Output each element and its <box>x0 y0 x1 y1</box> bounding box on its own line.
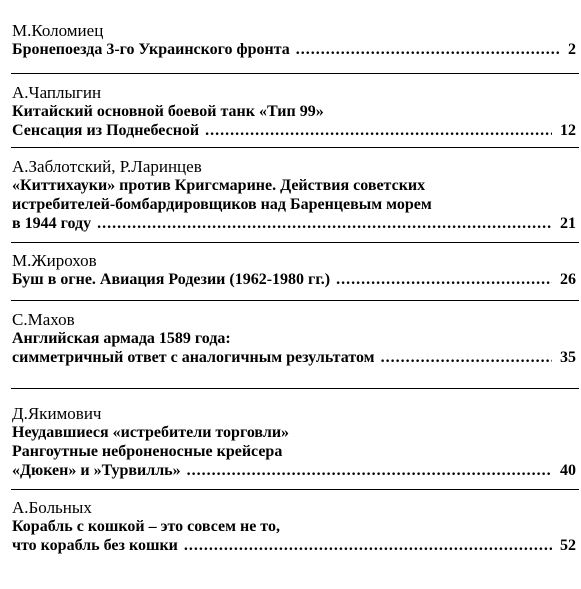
entry-title: в 1944 году <box>12 215 92 232</box>
dot-leader <box>205 121 552 140</box>
entry-page-number: 21 <box>560 215 576 232</box>
entry-author: М.Коломиец <box>12 21 104 40</box>
toc-entry <box>12 310 576 367</box>
entry-title: «Дюкен» и »Турвилль» <box>12 462 181 479</box>
entry-author: М.Жирохов <box>12 251 97 270</box>
entry-title: симметричный ответ с аналогичным результатом <box>12 349 375 366</box>
divider <box>11 147 579 148</box>
entry-author: А.Заблотский, Р.Ларинцев <box>12 157 202 176</box>
toc-entry <box>12 498 576 555</box>
entry-page-number: 12 <box>560 122 576 139</box>
entry-page-number: 2 <box>568 41 576 58</box>
entry-title-line: Неудавшиеся «истребители торговли» <box>12 424 290 441</box>
dot-leader <box>381 348 552 367</box>
entry-title-line: Английская армада 1589 года: <box>12 330 231 347</box>
entry-title-line <box>12 270 576 289</box>
entry-page-number: 40 <box>560 462 576 479</box>
entry-author: А.Чаплыгин <box>12 83 102 102</box>
entry-title-line <box>12 536 576 555</box>
entry-title-line: истребителей-бомбардировщиков над Баренцевым морем <box>12 196 432 213</box>
entry-title-line: «Киттихауки» против Кригсмарине. Действия советских <box>12 177 426 194</box>
entry-title: Бронепоезда 3-го Украинского фронта <box>12 41 290 58</box>
divider <box>11 388 579 389</box>
divider <box>11 300 579 301</box>
entry-page-number: 52 <box>560 537 576 554</box>
toc-entry <box>12 83 576 140</box>
entry-title-line: Китайский основной боевой танк «Тип 99» <box>12 103 324 120</box>
toc-entry <box>12 157 576 233</box>
entry-title-line: Рангоутные неброненосные крейсера <box>12 443 283 460</box>
entry-title-line <box>12 348 576 367</box>
divider <box>11 73 579 74</box>
divider <box>11 489 579 490</box>
entry-title-line <box>12 40 576 59</box>
entry-title-line <box>12 121 576 140</box>
entry-title-line <box>12 461 576 480</box>
entry-author: А.Больных <box>12 498 92 517</box>
entry-author: С.Махов <box>12 310 75 329</box>
entry-title-line <box>12 214 576 233</box>
dot-leader <box>336 270 552 289</box>
entry-author: Д.Якимович <box>12 404 102 423</box>
entry-page-number: 35 <box>560 349 576 366</box>
toc-entry <box>12 21 576 59</box>
dot-leader <box>187 461 552 480</box>
dot-leader <box>296 40 560 59</box>
dot-leader <box>184 536 552 555</box>
entry-title: Буш в огне. Авиация Родезии (1962-1980 гг.) <box>12 271 331 288</box>
toc-entry <box>12 251 576 289</box>
divider <box>11 242 579 243</box>
entry-title-line: Корабль с кошкой – это совсем не то, <box>12 518 280 535</box>
toc-entry <box>12 404 576 480</box>
dot-leader <box>97 214 552 233</box>
entry-page-number: 26 <box>560 271 576 288</box>
entry-title: Сенсация из Поднебесной <box>12 122 200 139</box>
entry-title: что корабль без кошки <box>12 537 178 554</box>
